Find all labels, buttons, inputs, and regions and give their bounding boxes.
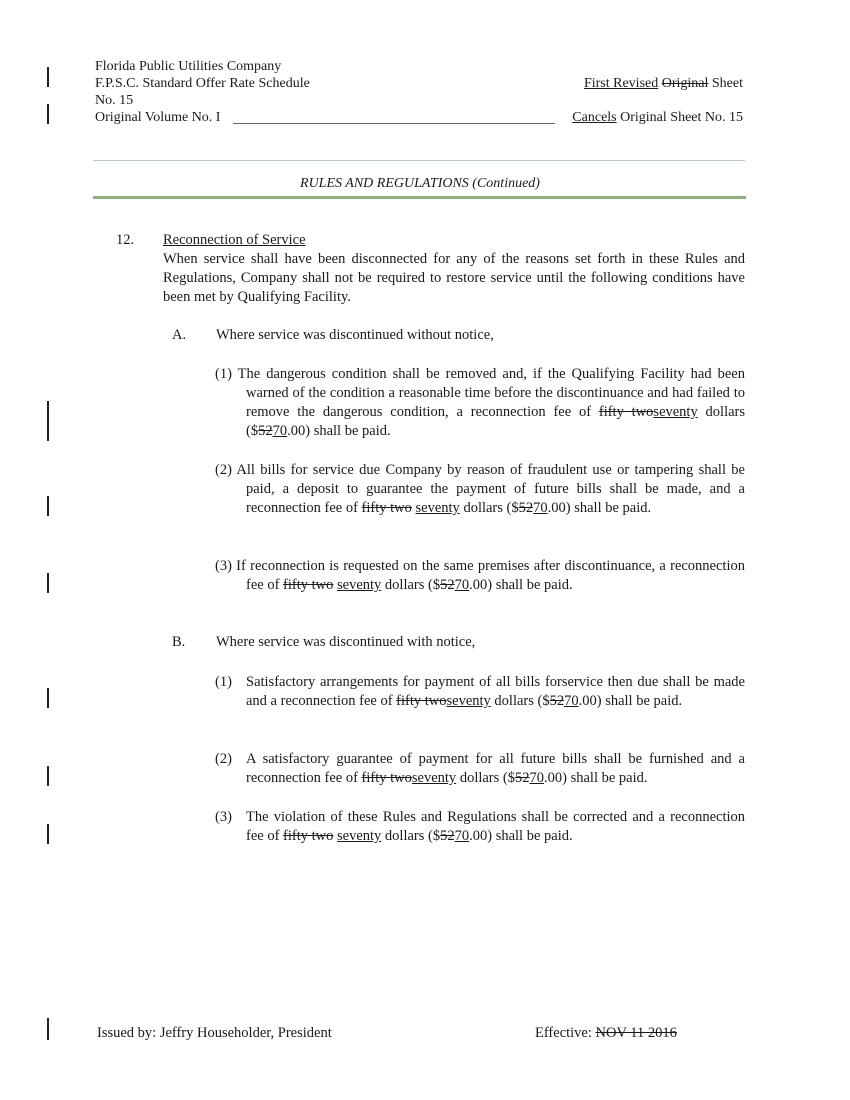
sub-b-heading: Where service was discontinued with notice, — [216, 634, 476, 650]
fee-paren: ($ — [506, 500, 519, 516]
fee-new-words: seventy — [415, 500, 460, 516]
sub-b-letter: B. — [172, 634, 186, 650]
fee-new-words: seventy — [446, 693, 491, 709]
fee-close: .00) — [578, 693, 602, 709]
fee-dollars: dollars — [463, 500, 503, 516]
fee-old-num: 52 — [440, 577, 455, 593]
fee-paren: ($ — [428, 577, 441, 593]
sheet-label — [584, 75, 743, 92]
fee-new-num: 70 — [533, 500, 548, 516]
item-end: shall be paid. — [574, 500, 652, 516]
sub-a-heading: Where service was discontinued without notice, — [216, 327, 494, 343]
sheet-old: Original — [661, 76, 709, 91]
item-number: (1) — [215, 674, 232, 690]
fee-new-words: seventy — [337, 577, 382, 593]
sub-b-item-3 — [215, 808, 745, 848]
item-number: (2) — [215, 751, 232, 767]
section-number: 12. — [116, 232, 135, 248]
header-left — [95, 58, 310, 126]
item-end: shall be paid. — [495, 577, 573, 593]
fee-old-num: 52 — [258, 423, 273, 439]
item-text: Satisfactory arrangements for payment of all bills forservice then due shall be made and a reconnection fee of — [246, 674, 745, 709]
item-text: (3) If reconnection is requested on the same premises after discontinuance, a reconnection fee of — [215, 558, 745, 593]
item-body — [246, 808, 745, 846]
fee-old-words: fifty two — [283, 577, 334, 593]
volume-underline — [233, 123, 555, 124]
sheet-word: Sheet — [711, 76, 743, 91]
item-end: shall be paid. — [313, 423, 391, 439]
fee-old-words: fifty two — [598, 404, 654, 420]
fee-paren: ($ — [502, 770, 515, 786]
item-end: shall be paid. — [605, 693, 683, 709]
fee-paren: ($ — [246, 423, 259, 439]
title-divider — [93, 196, 746, 199]
fee-new-num: 70 — [454, 828, 470, 844]
item-body — [246, 673, 745, 711]
sub-b-item-1 — [215, 673, 745, 733]
effective-date — [535, 1025, 677, 1042]
cancels-label — [572, 109, 743, 126]
fee-old-words: fifty two — [283, 828, 334, 844]
fee-close: .00) — [547, 500, 571, 516]
fee-dollars: dollars — [459, 770, 500, 786]
fee-new-words: seventy — [337, 828, 382, 844]
header-divider — [93, 160, 745, 161]
fee-new-num: 70 — [564, 693, 579, 709]
fee-old-words: fifty two — [396, 693, 447, 709]
section-block — [163, 231, 745, 307]
fee-dollars: dollars — [384, 577, 425, 593]
effective-old-date: NOV 11 2016 — [595, 1025, 677, 1041]
revision-bar — [47, 104, 49, 124]
fee-paren: ($ — [537, 693, 550, 709]
sheet-new: First Revised — [583, 76, 659, 91]
section-heading: Reconnection of Service — [163, 232, 306, 248]
sub-a-item-2 — [215, 461, 745, 518]
fee-dollars: dollars — [494, 693, 534, 709]
fee-old-num: 52 — [549, 693, 565, 709]
fee-close: .00) — [544, 770, 567, 786]
item-text: (1) The dangerous condition shall be removed and, if the Qualifying Facility had been warned of the condition a reasonable time before the discontinuance and had failed to remove the dangerous condition, a reconnection fee of — [215, 366, 745, 420]
revision-bar — [47, 401, 49, 441]
effective-label: Effective: — [535, 1025, 592, 1041]
fee-new-num: 70 — [272, 423, 288, 439]
fee-new-num: 70 — [529, 770, 544, 786]
page-title: RULES AND REGULATIONS (Continued) — [300, 176, 540, 191]
issued-by: Issued by: Jeffry Householder, President — [97, 1025, 332, 1041]
fee-paren: ($ — [428, 828, 441, 844]
rate-schedule: F.P.S.C. Standard Offer Rate Schedule — [95, 76, 310, 91]
item-text: (2) All bills for service due Company by reason of fraudulent use or tampering shall be paid, a deposit to guarantee the payment of future bills shall be made, and a reconnection fee of — [215, 462, 745, 516]
revision-bar — [47, 766, 49, 786]
fee-old-num: 52 — [518, 500, 534, 516]
sub-b-item-2 — [215, 750, 745, 790]
revision-bar — [47, 496, 49, 516]
revision-bar — [47, 67, 49, 87]
sub-a-item-1 — [215, 365, 745, 441]
fee-new-words: seventy — [411, 770, 457, 786]
section-intro: When service shall have been disconnected for any of the reasons set forth in these Rules and Regulations, Company shall not be required to restore service until the following conditions have been met by Qualifying Facility. — [163, 251, 745, 305]
cancels-prefix: Cancels — [572, 110, 617, 125]
fee-close: .00) — [469, 577, 493, 593]
fee-close: .00) — [469, 828, 493, 844]
sub-a-letter: A. — [172, 327, 187, 343]
cancels-rest: Original Sheet No. 15 — [620, 110, 743, 125]
fee-new-words: seventy — [653, 404, 698, 420]
volume-number: Original Volume No. I — [95, 110, 221, 125]
fee-old-words: fifty two — [361, 770, 412, 786]
fee-old-num: 52 — [440, 828, 455, 844]
item-text: The violation of these Rules and Regulations shall be corrected and a reconnection fee of — [246, 809, 745, 844]
fee-dollars: dollars — [705, 404, 746, 420]
sub-a-item-3 — [215, 557, 745, 595]
fee-old-num: 52 — [515, 770, 530, 786]
item-body — [246, 750, 745, 788]
revision-bar — [47, 688, 49, 708]
fee-new-num: 70 — [454, 577, 470, 593]
item-number: (3) — [215, 809, 232, 825]
revision-bar — [47, 1018, 49, 1040]
fee-old-words: fifty two — [361, 500, 412, 516]
fee-dollars: dollars — [384, 828, 425, 844]
company-name: Florida Public Utilities Company — [95, 59, 282, 74]
schedule-number: No. 15 — [95, 93, 134, 108]
revision-bar — [47, 824, 49, 844]
item-text: A satisfactory guarantee of payment for all future bills shall be furnished and a reconnection fee of — [246, 751, 745, 786]
fee-close: .00) — [287, 423, 311, 439]
item-end: shall be paid. — [570, 770, 648, 786]
item-end: shall be paid. — [495, 828, 573, 844]
revision-bar — [47, 573, 49, 593]
